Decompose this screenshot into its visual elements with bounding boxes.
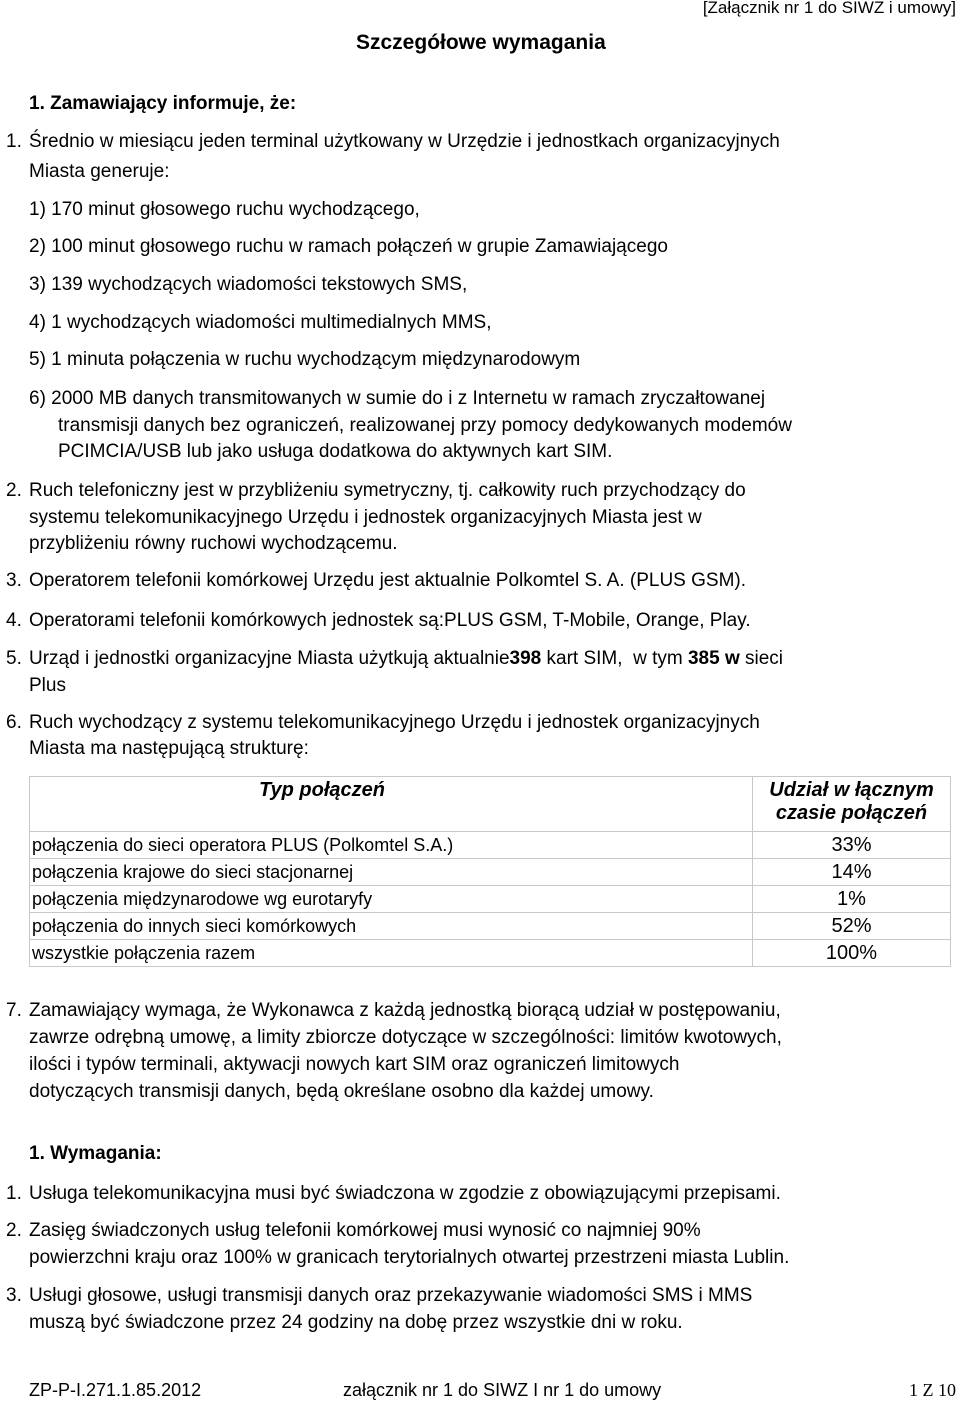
table-header-row — [30, 777, 951, 832]
sub-item: 1) 170 minut głosowego ruchu wychodzącego, — [29, 199, 420, 220]
item-text: Plus — [29, 675, 66, 696]
item-text: powierzchni kraju oraz 100% w granicach terytorialnych otwartej przestrzeni miasta Lublin. — [29, 1247, 790, 1268]
item-text: Ruch telefoniczny jest w przybliżeniu symetryczny, tj. całkowity ruch przychodzący do — [29, 480, 746, 501]
item-text-part: kart SIM, w tym — [541, 648, 688, 669]
item-number: 7. — [6, 1000, 22, 1021]
item-number: 2. — [6, 1220, 22, 1241]
item-text: muszą być świadczone przez 24 godziny na dobę przez wszystkie dni w roku. — [29, 1312, 683, 1333]
item-text: Usługi głosowe, usługi transmisji danych oraz przekazywanie wiadomości SMS i MMS — [29, 1285, 753, 1306]
item-text — [29, 648, 783, 670]
footer-reference: ZP-P-I.271.1.85.2012 — [29, 1380, 202, 1400]
cell-share: 33% — [753, 832, 951, 859]
attachment-tag: [Załącznik nr 1 do SIWZ i umowy] — [702, 0, 956, 17]
cell-type: połączenia międzynarodowe wg eurotaryfy — [30, 886, 753, 913]
cell-share: 14% — [753, 859, 951, 886]
item-number: 6. — [6, 712, 22, 733]
item-number: 1. — [6, 131, 22, 152]
sub-item: PCIMCIA/USB lub jako usługa dodatkowa do aktywnych kart SIM. — [58, 441, 613, 462]
item-number: 2. — [6, 480, 22, 501]
item-text: Zamawiający wymaga, że Wykonawca z każdą jednostką biorącą udział w postępowaniu, — [29, 1000, 781, 1021]
cell-share: 100% — [753, 940, 951, 967]
item-text: Ruch wychodzący z systemu telekomunikacyjnego Urzędu i jednostek organizacyjnych — [29, 712, 760, 733]
item-text: przybliżeniu równy ruchowi wychodzącemu. — [29, 533, 398, 554]
item-text: dotyczących transmisji danych, będą określane osobno dla każdej umowy. — [29, 1081, 654, 1102]
cell-type: wszystkie połączenia razem — [30, 940, 753, 967]
table-row — [30, 859, 951, 886]
item-text: Miasta generuje: — [29, 161, 170, 182]
item-number: 3. — [6, 570, 22, 591]
cell-type: połączenia do sieci operatora PLUS (Polkomtel S.A.) — [30, 832, 753, 859]
cell-type: połączenia do innych sieci komórkowych — [30, 913, 753, 940]
item-text: Usługa telekomunikacyjna musi być świadczona w zgodzie z obowiązującymi przepisami. — [29, 1183, 781, 1204]
cell-share: 1% — [753, 886, 951, 913]
cell-type: połączenia krajowe do sieci stacjonarnej — [30, 859, 753, 886]
item-text: zawrze odrębną umowę, a limity zbiorcze dotyczące w szczególności: limitów kwotowych, — [29, 1027, 782, 1048]
item-text-part: sieci — [739, 648, 784, 669]
section-heading-1: 1. Zamawiający informuje, że: — [29, 93, 297, 114]
item-text: Zasięg świadczonych usług telefonii komórkowej musi wynosić co najmniej 90% — [29, 1220, 701, 1241]
item-text: ilości i typów terminali, aktywacji nowych kart SIM oraz ograniczeń limitowych — [29, 1054, 680, 1075]
col-header-type: Typ połączeń — [30, 777, 753, 832]
item-number: 4. — [6, 610, 22, 631]
sim-count: 398 — [509, 648, 542, 669]
table-row — [30, 886, 951, 913]
page-title: Szczegółowe wymagania — [356, 31, 606, 54]
col-header-share: Udział w łącznym czasie połączeń — [753, 777, 951, 832]
section-heading-2: 1. Wymagania: — [29, 1143, 162, 1164]
table-row — [30, 913, 951, 940]
table-row — [30, 940, 951, 967]
plus-sim-count: 385 w — [687, 648, 740, 669]
item-text: systemu telekomunikacyjnego Urzędu i jednostek organizacyjnych Miasta jest w — [29, 507, 702, 528]
footer-attachment-label: załącznik nr 1 do SIWZ I nr 1 do umowy — [343, 1380, 662, 1400]
sub-item: transmisji danych bez ograniczeń, realizowanej przy pomocy dedykowanych modemów — [58, 415, 792, 436]
item-text: Operatorami telefonii komórkowych jednostek są:PLUS GSM, T-Mobile, Orange, Play. — [29, 610, 751, 631]
sub-item: 3) 139 wychodzących wiadomości tekstowych SMS, — [29, 274, 468, 295]
item-text: Miasta ma następującą strukturę: — [29, 738, 309, 759]
sub-item: 6) 2000 MB danych transmitowanych w sumie do i z Internetu w ramach zryczałtowanej — [29, 388, 766, 409]
traffic-structure-table — [29, 776, 951, 967]
item-number: 5. — [6, 648, 22, 669]
page-number: 1 Z 10 — [909, 1380, 956, 1400]
item-text-part: Urząd i jednostki organizacyjne Miasta użytkują aktualnie — [29, 648, 510, 669]
item-text: Średnio w miesiącu jeden terminal użytkowany w Urzędzie i jednostkach organizacyjnych — [29, 131, 780, 152]
item-text: Operatorem telefonii komórkowej Urzędu jest aktualnie Polkomtel S. A. (PLUS GSM). — [29, 570, 747, 591]
sub-item: 4) 1 wychodzących wiadomości multimedialnych MMS, — [29, 312, 492, 333]
item-number: 3. — [6, 1285, 22, 1306]
table-row — [30, 832, 951, 859]
sub-item: 5) 1 minuta połączenia w ruchu wychodzącym międzynarodowym — [29, 349, 581, 370]
cell-share: 52% — [753, 913, 951, 940]
sub-item: 2) 100 minut głosowego ruchu w ramach połączeń w grupie Zamawiającego — [29, 236, 668, 257]
item-number: 1. — [6, 1183, 22, 1204]
